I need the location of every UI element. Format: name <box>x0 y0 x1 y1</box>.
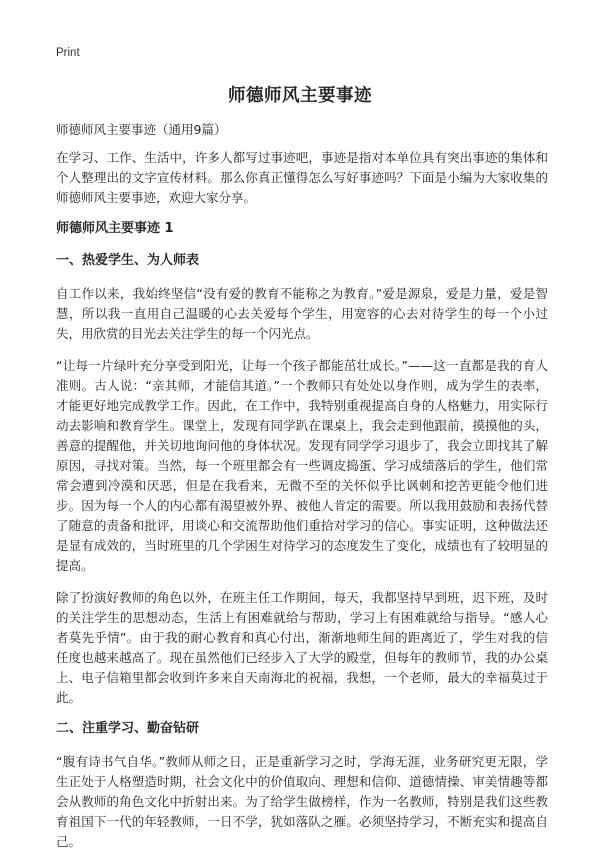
document-subtitle: 师德师风主要事迹（通用9篇） <box>56 122 227 137</box>
print-label: Print <box>56 47 80 59</box>
document-body <box>56 122 548 864</box>
document-title: 师德师风主要事迹 <box>228 86 372 106</box>
paragraph-2: “让每一片绿叶充分享受到阳光，让每一个孩子都能茁壮成长。”——这一直都是我的育人准则。古人说：“亲其师，才能信其道。”一个教师只有处处以身作则，成为学生的表率，才能更好地完成教学工作。因此，在工作中，我特别重视提高自身的人格魅力，用实际行动去影响和教育学生。课堂上，发现有同学趴在课桌上，我会走到他跟前，摸摸他的头，善意的提醒他，并关切地询问他的身体状况。发现有同学学习退步了，我会立即找其了解原因，寻找对策。当然，每一个班里都会有一些调皮捣蛋、学习成绩落后的学生，他们常常会遭到冷漠和厌恶，但是在我看来，无微不至的关怀似乎比讽刺和挖苦更能令他们进步。因为每一个人的内心都有渴望被外界、被他人肯定的需要。所以我用鼓励和表扬代替了随意的责备和批评，用谈心和交流帮助他们重拾对学习的信心。事实证明，这种做法还是显有成效的，当时班里的几个学困生对待学习的态度发生了变化，成绩也有了较明显的提高。 <box>56 358 548 573</box>
paragraph-3: 除了扮演好教师的角色以外，在班主任工作期间，每天，我都坚持早到班，迟下班，及时的关注学生的思想动态，生活上有困难就给与帮助，学习上有困难就给与指导。“感人心者莫先乎情”。由于我的耐心教育和真心付出，渐渐地师生间的距离近了，学生对我的信任度也越来越高了。现在虽然他们已经步入了大学的殿堂，但每年的教师节，我的办公桌上、电子信箱里都会收到许多来自天南海北的祝福，我想，一个老师，最大的幸福莫过于此。 <box>56 590 548 705</box>
paragraph-1: 自工作以来，我始终坚信“没有爱的教育不能称之为教育。”爱是源泉，爱是力量，爱是智慧，所以我一直用自己温暖的心去关爱每个学生，用宽容的心去对待学生的每一个小过失，用欣赏的目光去关注学生的每一个闪光点。 <box>56 286 548 341</box>
section-1-title: 师德师风主要事迹 1 <box>56 221 174 236</box>
heading-1: 一、热爱学生、为人师表 <box>56 253 200 268</box>
paragraph-4: “腹有诗书气自华。”教师从师之日，正是重新学习之时，学海无涯，业务研究更无限，学生正处于人格塑造时期，社会文化中的价值取向、理想和信仰、道德情操、审美情趣等都会从教师的角色文化中折射出来。为了给学生做榜样，作为一名教师，特别是我们这些教育祖国下一代的年轻教师，一日不学，犹如落队之雁。必须坚持学习，不断充实和提高自己。 <box>56 754 548 849</box>
heading-2: 二、注重学习、勤奋钻研 <box>56 721 200 736</box>
intro-paragraph: 在学习、工作、生活中，许多人都写过事迹吧，事迹是指对本单位具有突出事迹的集体和个人整理出的文字宣传材料。那么你真正懂得怎么写好事迹吗？下面是小编为大家收集的师德师风主要事迹，欢迎大家分享。 <box>56 150 548 205</box>
